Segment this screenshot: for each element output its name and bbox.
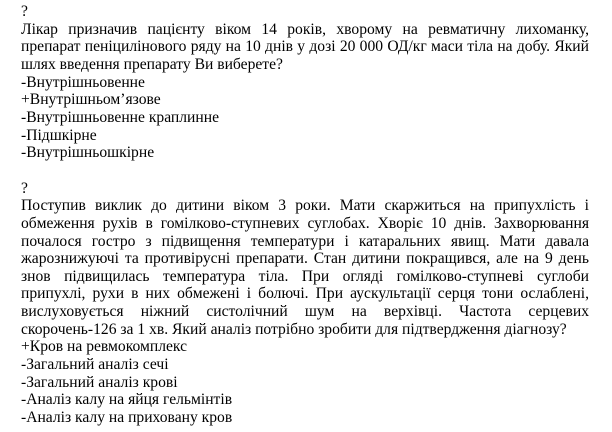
answer-option: -Аналіз калу на приховану кров [21, 409, 233, 427]
question-stem: Лікар призначив пацієнту віком 14 років, хворому на ревматичну лихоманку, препарат пеніцилінового ряду на 10 днів у дозі 20 000 ОД/кг маси тіла на добу. Який шлях введення препарату Ви виберете? [21, 20, 589, 73]
blank-line [21, 162, 589, 180]
answer-option: -Внутрішньошкірне [21, 144, 155, 162]
question-stem: Поступив виклик до дитини віком 3 роки. Мати скаржиться на припухлість і обмеження рухів в гомілково-ступневих суглобах. Хворіє 10 днів. Захворювання почалося гостро з підвищення температури і катаральних явищ. Мати давала жарознижуючі та противірусні препарати. Стан дитини покращився, але на 9 день знов підвищилась температура тіла. При огляді гомілково-ступневі суглоби припухлі, рухи в них обмежені і болючі. При аускультації серця тони ослаблені, вислуховується ніжний систолічний шум на верхівці. Частота серцевих скорочень-126 за 1 хв. Який аналіз потрібно зробити для підтвердження діагнозу? [21, 197, 589, 338]
question-1 [21, 3, 589, 162]
answer-option: -Внутрішньовенне [21, 73, 145, 91]
answer-option: -Аналіз калу на яйця гельмінтів [21, 391, 233, 409]
question-2 [21, 180, 589, 427]
answer-option: -Загальний аналіз крові [21, 373, 178, 391]
answer-option: -Загальний аналіз сечі [21, 356, 169, 374]
document-body [21, 3, 589, 427]
answer-option-correct: +Внутрішньом’язове [21, 91, 161, 109]
answer-option: -Внутрішньовенне краплинне [21, 108, 220, 126]
question-marker: ? [21, 3, 28, 20]
answer-option: -Підшкірне [21, 126, 97, 144]
question-marker: ? [21, 179, 28, 197]
answer-option-correct: +Кров на ревмокомплекс [21, 338, 188, 356]
